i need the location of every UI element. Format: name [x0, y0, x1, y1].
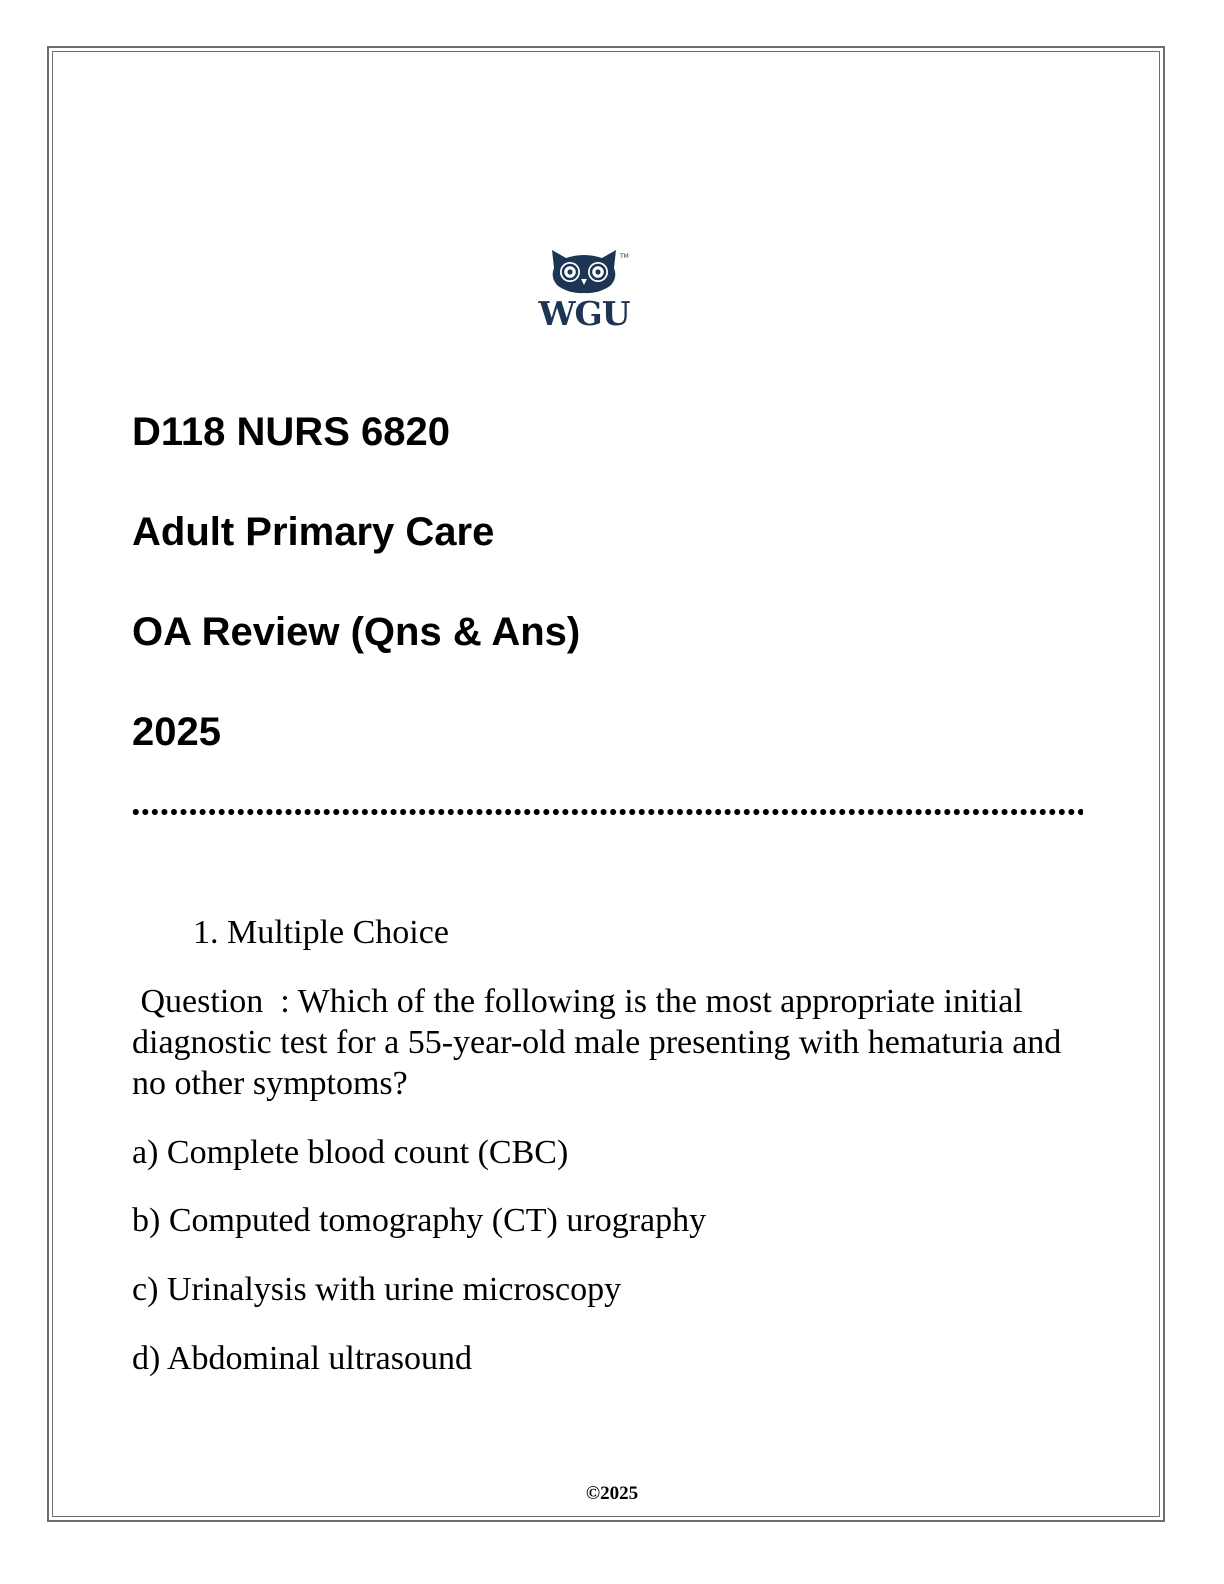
owl-icon	[532, 246, 636, 296]
option-c: c) Urinalysis with urine microscopy	[132, 1271, 622, 1308]
svg-text:TM: TM	[620, 253, 629, 260]
question-heading: 1. Multiple Choice	[193, 914, 449, 951]
course-name: Adult Primary Care	[132, 510, 495, 554]
copyright-footer: ©2025	[585, 1483, 639, 1504]
option-d: d) Abdominal ultrasound	[132, 1340, 472, 1377]
dotted-divider	[131, 808, 1083, 816]
question-prompt: Question : Which of the following is the most appropriate initial diagnostic test for a 55-year-old male presenting with hematuria and no other symptoms?	[132, 983, 1070, 1102]
document-subtitle: OA Review (Qns & Ans)	[132, 610, 581, 654]
option-a: a) Complete blood count (CBC)	[132, 1134, 569, 1171]
wgu-logo	[532, 246, 636, 334]
course-code: D118 NURS 6820	[132, 410, 450, 454]
logo-wordmark: WGU	[538, 294, 630, 333]
option-b: b) Computed tomography (CT) urography	[132, 1202, 707, 1239]
document-year: 2025	[132, 710, 221, 754]
